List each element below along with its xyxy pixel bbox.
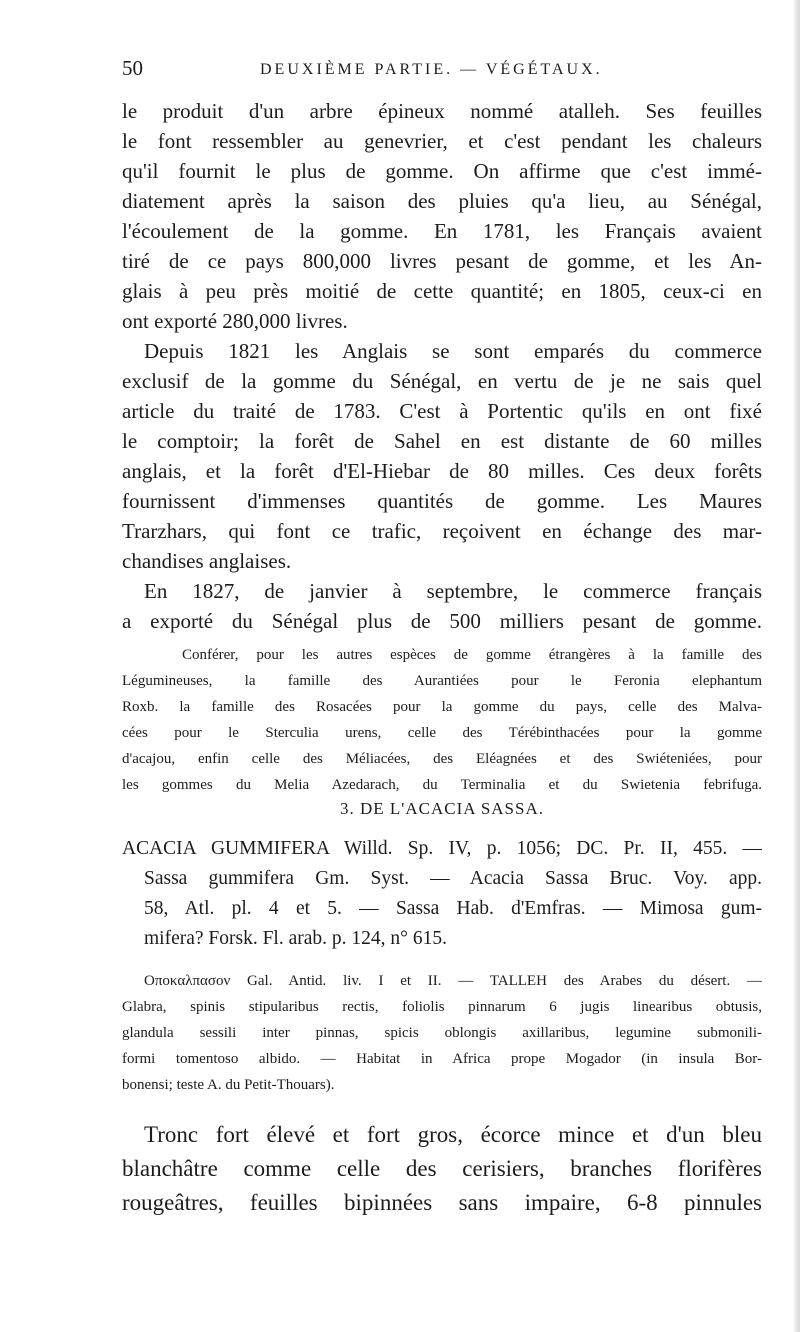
synonymy-line: mifera? Forsk. Fl. arab. p. 124, n° 615. [144, 928, 447, 949]
note-line: Légumineuses, la famille des Aurantiées pour le Feronia elephantum [122, 673, 762, 689]
synonymy-line: Sassa gummifera Gm. Syst. — Acacia Sassa Bruc. Voy. app. [144, 868, 762, 889]
synonymy-line: ACACIA GUMMIFERA Willd. Sp. IV, p. 1056; DC. Pr. II, 455. — [122, 838, 762, 859]
section-heading: 3. DE L'ACACIA SASSA. [339, 799, 544, 818]
text-line: l'écoulement de la gomme. En 1781, les Français avaient [122, 219, 762, 243]
text-line: qu'il fournit le plus de gomme. On affirme que c'est immé- [122, 159, 762, 183]
text-line: Depuis 1821 les Anglais se sont emparés du commerce [144, 339, 762, 363]
text-line: anglais, et la forêt d'El-Hiebar de 80 milles. Ces deux forêts [122, 459, 762, 483]
text-line: le produit d'un arbre épineux nommé atalleh. Ses feuilles [122, 99, 762, 123]
text-line: chandises anglaises. [122, 549, 292, 573]
diagnosis-line: Glabra, spinis stipularibus rectis, foliolis pinnarum 6 jugis linearibus obtusis, [122, 999, 762, 1015]
diagnosis-line: bonensi; teste A. du Petit-Thouars). [122, 1077, 335, 1093]
text-line: tiré de ce pays 800,000 livres pesant de gomme, et les An- [122, 249, 762, 273]
diagnosis-line: Οποκαλπασον Gal. Antid. liv. I et II. — TALLEH des Arabes du désert. — [144, 973, 762, 989]
running-head: DEUXIÈME PARTIE. — VÉGÉTAUX. [260, 61, 603, 78]
text-line: Trarzhars, qui font ce trafic, reçoivent en échange des mar- [122, 519, 762, 543]
note-line: Conférer, pour les autres espèces de gomme étrangères à la famille des [182, 647, 762, 663]
note-line: les gommes du Melia Azedarach, du Terminalia et du Swietenia febrifuga. [122, 777, 762, 793]
page-header [120, 56, 760, 88]
text-line: diatement après la saison des pluies qu'a lieu, au Sénégal, [122, 189, 762, 213]
note-line: Roxb. la famille des Rosacées pour la gomme du pays, celle des Malva- [122, 699, 762, 715]
description-line: blanchâtre comme celle des cerisiers, branches florifères [122, 1156, 762, 1181]
description-line: Tronc fort élevé et fort gros, écorce mince et d'un bleu [144, 1122, 762, 1147]
text-line: article du traité de 1783. C'est à Portentic qu'ils en ont fixé [122, 399, 762, 423]
diagnosis-line: glandula sessili inter pinnas, spicis oblongis axillaribus, legumine submonili- [122, 1025, 762, 1041]
synonymy-line: 58, Atl. pl. 4 et 5. — Sassa Hab. d'Emfras. — Mimosa gum- [144, 898, 762, 919]
text-line: glais à peu près moitié de cette quantité; en 1805, ceux-ci en [122, 279, 762, 303]
description-line: rougeâtres, feuilles bipinnées sans impaire, 6-8 pinnules [122, 1190, 762, 1215]
text-line: ont exporté 280,000 livres. [122, 309, 348, 333]
text-line: a exporté du Sénégal plus de 500 milliers pesant de gomme. [122, 609, 762, 633]
page-number: 50 [122, 56, 143, 80]
text-line: le font ressembler au genevrier, et c'est pendant les chaleurs [122, 129, 762, 153]
diagnosis-line: formi tomentoso albido. — Habitat in Africa prope Mogador (in insula Bor- [122, 1051, 762, 1067]
text-line: le comptoir; la forêt de Sahel en est distante de 60 milles [122, 429, 762, 453]
text-line: fournissent d'immenses quantités de gomme. Les Maures [122, 489, 762, 513]
page-edge-shadow [794, 0, 800, 1332]
note-line: cées pour le Sterculia urens, celle des Térébinthacées pour la gomme [122, 725, 762, 741]
text-line: En 1827, de janvier à septembre, le commerce français [144, 579, 762, 603]
note-line: d'acajou, enfin celle des Méliacées, des Eléagnées et des Swiéteniées, pour [122, 751, 762, 767]
text-line: exclusif de la gomme du Sénégal, en vertu de je ne sais quel [122, 369, 762, 393]
